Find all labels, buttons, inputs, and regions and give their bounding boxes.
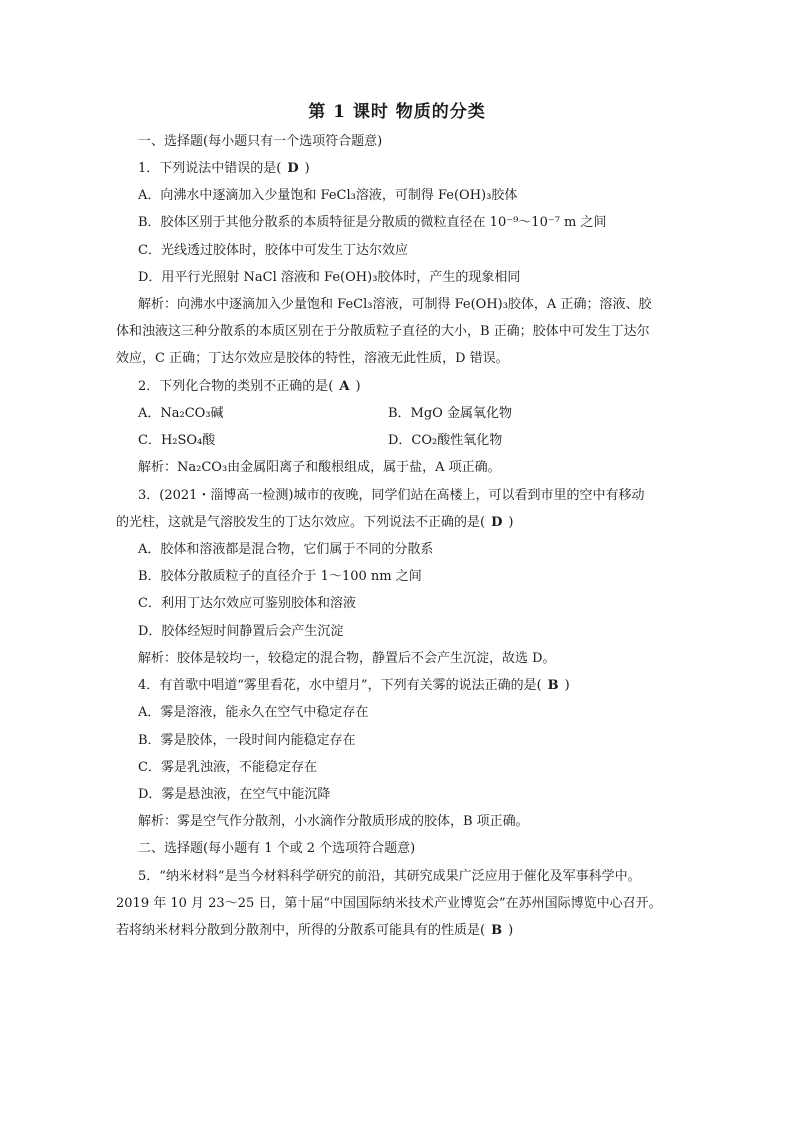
answer-mark: B bbox=[547, 678, 559, 693]
page-title: 第 1 课时 物质的分类 bbox=[308, 102, 486, 122]
question-5-stem-cont: 2019 年 10 月 23～25 日，第十届“中国国际纳米技术产业博览会”在苏州国际博览中心召开。 bbox=[116, 896, 662, 911]
option-a: A．胶体和溶液都是混合物，它们属于不同的分散系 bbox=[138, 542, 434, 557]
question-5-stem-cont: 若将纳米材料分散到分散剂中，所得的分散系可能具有的性质是( B ) bbox=[116, 923, 514, 938]
option-b: B．雾是胶体，一段时间内能稳定存在 bbox=[138, 733, 356, 748]
explanation-line: 解析：Na₂CO₃由金属阳离子和酸根组成，属于盐，A 项正确。 bbox=[138, 460, 501, 475]
option-b: B．胶体分散质粒子的直径介于 1～100 nm 之间 bbox=[138, 569, 422, 584]
option-c: C．利用丁达尔效应可鉴别胶体和溶液 bbox=[138, 596, 356, 611]
explanation-line: 解析：向沸水中逐滴加入少量饱和 FeCl₃溶液，可制得 Fe(OH)₃胶体，A 正确；溶液、胶 bbox=[138, 297, 652, 312]
option-a: A．Na₂CO₃碱 bbox=[138, 406, 224, 421]
option-a: A．雾是溶液，能永久在空气中稳定存在 bbox=[138, 705, 369, 720]
question-1-stem: 1．下列说法中错误的是( D ) bbox=[138, 161, 310, 176]
answer-mark: A bbox=[339, 379, 350, 394]
option-c: C．雾是乳浊液，不能稳定存在 bbox=[138, 760, 317, 775]
option-d: D．CO₂酸性氧化物 bbox=[388, 433, 503, 448]
explanation-line: 体和浊液这三种分散系的本质区别在于分散质粒子直径的大小，B 正确；胶体中可发生丁达尔 bbox=[116, 324, 650, 339]
answer-mark: B bbox=[491, 923, 503, 938]
section-heading: 一、选择题(每小题只有一个选项符合题意) bbox=[138, 134, 383, 149]
option-c: C．光线透过胶体时，胶体中可发生丁达尔效应 bbox=[138, 243, 408, 258]
section-heading: 二、选择题(每小题有 1 个或 2 个选项符合题意) bbox=[138, 841, 416, 856]
question-2-stem: 2．下列化合物的类别不正确的是( A ) bbox=[138, 379, 361, 394]
option-a: A．向沸水中逐滴加入少量饱和 FeCl₃溶液，可制得 Fe(OH)₃胶体 bbox=[138, 188, 518, 203]
option-d: D．雾是悬浊液，在空气中能沉降 bbox=[138, 787, 331, 802]
question-5-stem: 5．“纳米材料”是当今材料科学研究的前沿，其研究成果广泛应用于催化及军事科学中。 bbox=[138, 869, 641, 884]
option-d: D．胶体经短时间静置后会产生沉淀 bbox=[138, 624, 344, 639]
question-3-stem: 3．(2021・淄博高一检测)城市的夜晚，同学们站在高楼上，可以看到市里的空中有移动 bbox=[138, 488, 645, 503]
question-4-stem: 4．有首歌中唱道“雾里看花，水中望月”，下列有关雾的说法正确的是( B ) bbox=[138, 678, 570, 693]
question-3-stem-cont: 的光柱，这就是气溶胶发生的丁达尔效应。下列说法不正确的是( D ) bbox=[116, 515, 514, 530]
option-b: B．MgO 金属氧化物 bbox=[388, 406, 512, 421]
explanation-line: 效应，C 正确；丁达尔效应是胶体的特性，溶液无此性质，D 错误。 bbox=[116, 351, 509, 366]
answer-mark: D bbox=[491, 515, 503, 530]
option-d: D．用平行光照射 NaCl 溶液和 Fe(OH)₃胶体时，产生的现象相同 bbox=[138, 270, 521, 285]
option-c: C．H₂SO₄酸 bbox=[138, 433, 216, 448]
explanation-line: 解析：雾是空气作分散剂，小水滴作分散质形成的胶体，B 项正确。 bbox=[138, 814, 529, 829]
explanation-line: 解析：胶体是较均一，较稳定的混合物，静置后不会产生沉淀，故选 D。 bbox=[138, 651, 556, 666]
answer-mark: D bbox=[287, 161, 299, 176]
option-b: B．胶体区别于其他分散系的本质特征是分散质的微粒直径在 10⁻⁹～10⁻⁷ m 之间 bbox=[138, 215, 607, 230]
